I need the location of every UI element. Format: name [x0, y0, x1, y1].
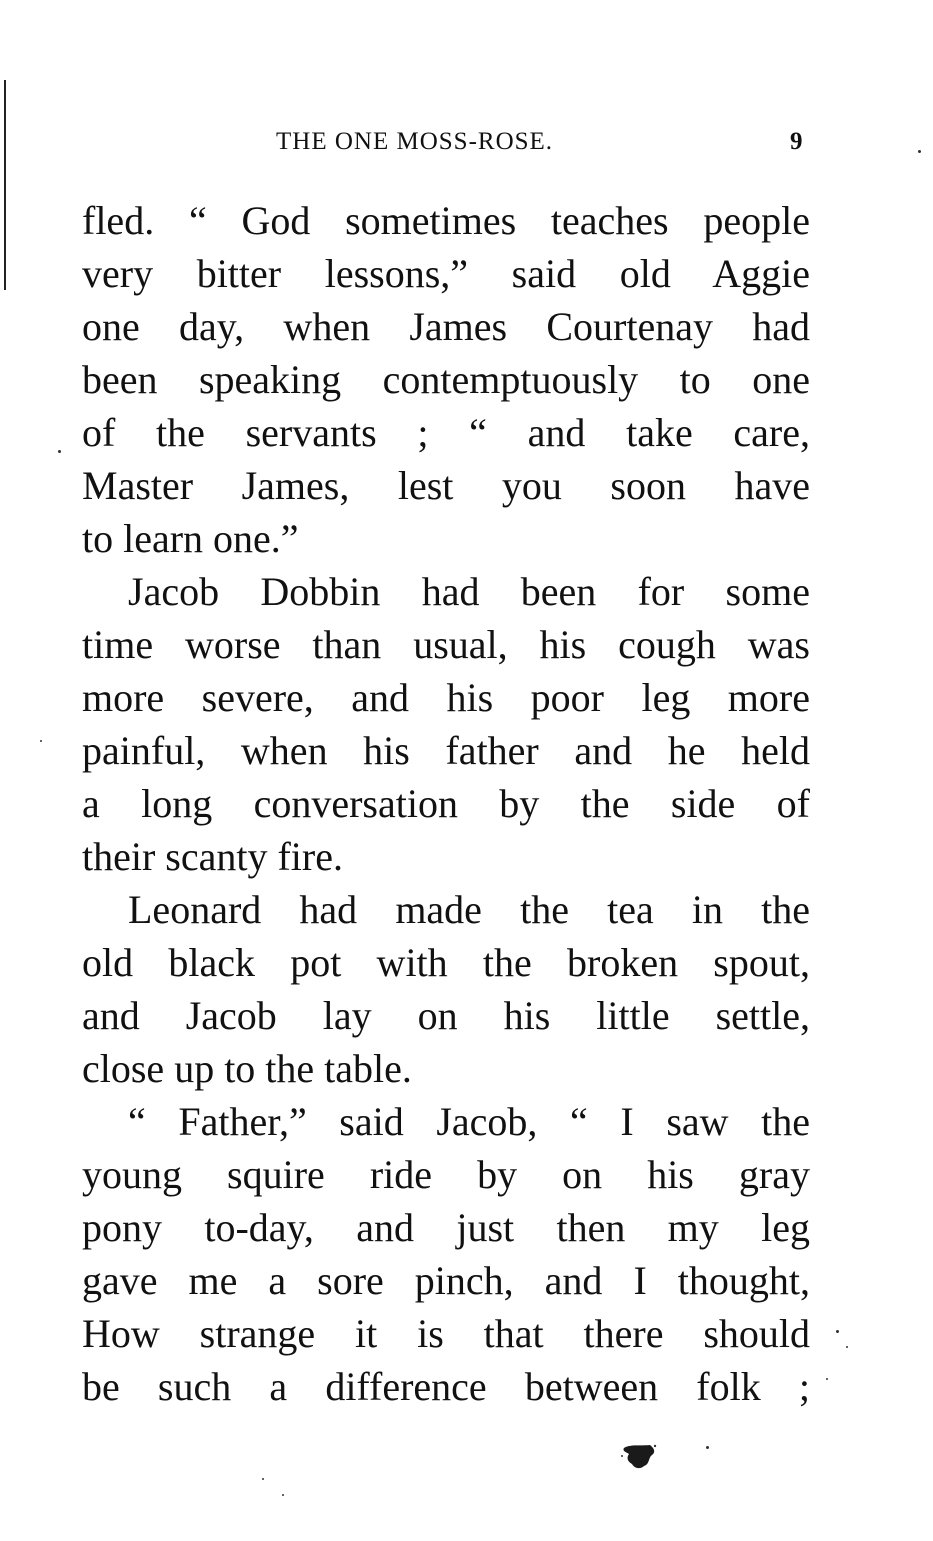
text-line: to learn one.” [82, 516, 299, 561]
text-line: pony to-day, and just then my leg [82, 1205, 810, 1250]
scan-speck [836, 1330, 839, 1333]
text-line: How strange it is that there should [82, 1311, 810, 1356]
text-line: “ Father,” said Jacob, “ I saw the [128, 1099, 810, 1144]
binding-edge [4, 80, 6, 290]
text-line: time worse than usual, his cough was [82, 622, 810, 667]
scan-speck [826, 1378, 828, 1380]
text-line: more severe, and his poor leg more [82, 675, 810, 720]
text-line: been speaking contemptuously to one [82, 357, 810, 402]
scan-speck [706, 1446, 709, 1449]
text-line: young squire ride by on his gray [82, 1152, 810, 1197]
text-line: fled. “ God sometimes teaches people [82, 198, 810, 243]
scan-speck [40, 740, 42, 742]
text-line: a long conversation by the side of [82, 781, 810, 826]
page-number: 9 [790, 128, 803, 155]
scan-speck [282, 1494, 284, 1496]
text-line: and Jacob lay on his little settle, [82, 993, 810, 1038]
text-line: painful, when his father and he held [82, 728, 810, 773]
text-line: Jacob Dobbin had been for some [128, 569, 810, 614]
body-text [82, 194, 810, 1413]
scan-speck [262, 1478, 264, 1480]
scan-speck [58, 450, 61, 453]
text-line: Master James, lest you soon have [82, 463, 810, 508]
text-line: gave me a sore pinch, and I thought, [82, 1258, 810, 1303]
text-line: one day, when James Courtenay had [82, 304, 810, 349]
text-line: old black pot with the broken spout, [82, 940, 810, 985]
text-line: of the servants ; “ and take care, [82, 410, 810, 455]
text-line: their scanty fire. [82, 834, 343, 879]
text-line: very bitter lessons,” said old Aggie [82, 251, 810, 296]
text-line: Leonard had made the tea in the [128, 887, 810, 932]
text-line: be such a difference between folk ; [82, 1364, 810, 1409]
ink-blot-icon [620, 1442, 658, 1472]
scan-speck [918, 150, 921, 153]
text-line: close up to the table. [82, 1046, 412, 1091]
scan-speck [846, 1346, 848, 1348]
running-title: THE ONE MOSS-ROSE. [276, 128, 554, 155]
